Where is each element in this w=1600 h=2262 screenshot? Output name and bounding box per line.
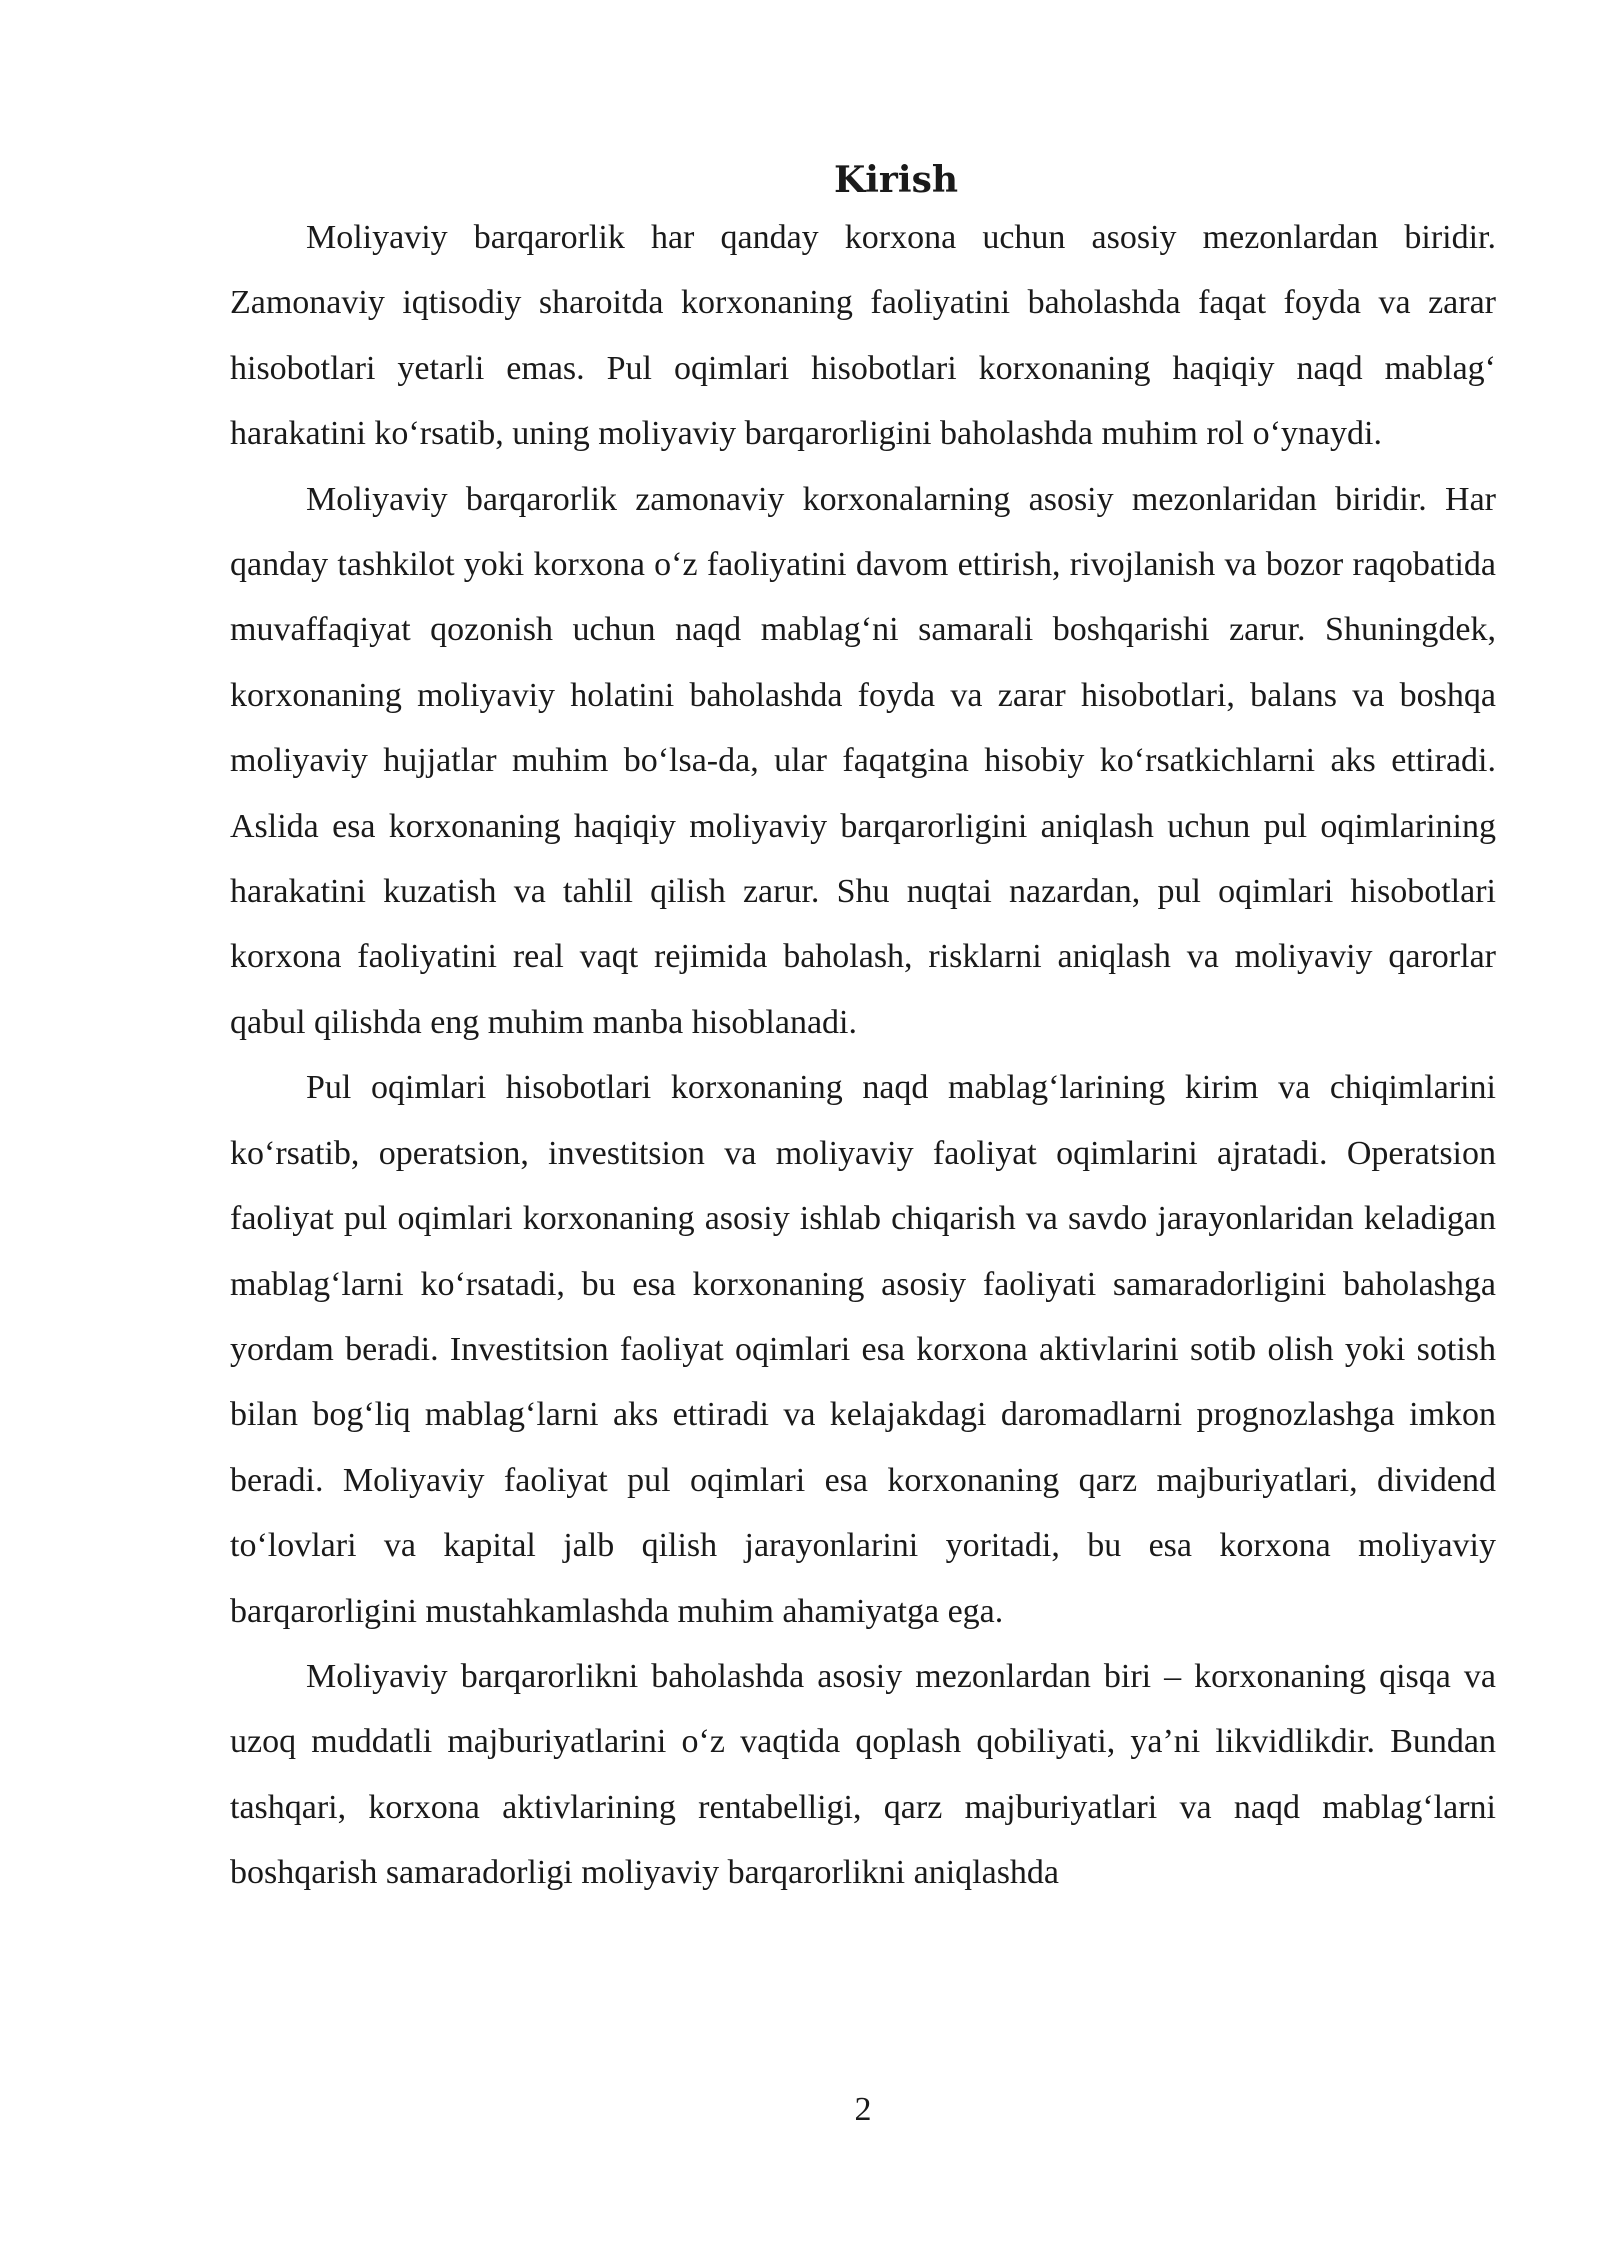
section-heading: Kirish xyxy=(833,159,959,201)
paragraph-4: Moliyaviy barqarorlikni baholashda asosiy mezonlardan biri – korxonaning qisqa va uzoq muddatli majburiyatlarini o‘z vaqtida qoplash qobiliyati, ya’ni likvidlikdir. Bundan tashqari, korxona aktivlarining rentabelligi, qarz majburiyatlari va naqd mablag‘larni boshqarish samaradorligi moliyaviy barqarorlikni aniqlashda xyxy=(230,1657,1496,1892)
page-number: 2 xyxy=(854,2091,872,2128)
body-text xyxy=(230,205,1496,1906)
paragraph-2: Moliyaviy barqarorlik zamonaviy korxonalarning asosiy mezonlaridan biridir. Har qanday tashkilot yoki korxona o‘z faoliyatini davom ettirish, rivojlanish va bozor raqobatida muvaffaqiyat qozonish uchun naqd mablag‘ni samarali boshqarishi zarur. Shuningdek, korxonaning moliyaviy holatini baholashda foyda va zarar hisobotlari, balans va boshqa moliyaviy hujjatlar muhim bo‘lsa-da, ular faqatgina hisobiy ko‘rsatkichlarni aks ettiradi. Aslida esa korxonaning haqiqiy moliyaviy barqarorligini aniqlash uchun pul oqimlarining harakatini kuzatish va tahlil qilish zarur. Shu nuqtai nazardan, pul oqimlari hisobotlari korxona faoliyatini real vaqt rejimida baholash, risklarni aniqlash va moliyaviy qarorlar qabul qilishda eng muhim manba hisoblanadi. xyxy=(230,480,1496,1041)
paragraph-3: Pul oqimlari hisobotlari korxonaning naqd mablag‘larining kirim va chiqimlarini ko‘rsatib, operatsion, investitsion va moliyaviy faoliyat oqimlarini ajratadi. Operatsion faoliyat pul oqimlari korxonaning asosiy ishlab chiqarish va savdo jarayonlaridan keladigan mablag‘larni ko‘rsatadi, bu esa korxonaning asosiy faoliyati samaradorligini baholashga yordam beradi. Investitsion faoliyat oqimlari esa korxona aktivlarini sotib olish yoki sotish bilan bog‘liq mablag‘larni aks ettiradi va kelajakdagi daromadlarni prognozlashga imkon beradi. Moliyaviy faoliyat pul oqimlari esa korxonaning qarz majburiyatlari, dividend to‘lovlari va kapital jalb qilish jarayonlarini yoritadi, bu esa korxona moliyaviy barqarorligini mustahkamlashda muhim ahamiyatga ega. xyxy=(230,1069,1496,1630)
paragraph-1: Moliyaviy barqarorlik har qanday korxona uchun asosiy mezonlardan biridir. Zamonaviy iqtisodiy sharoitda korxonaning faoliyatini baholashda faqat foyda va zarar hisobotlari yetarli emas. Pul oqimlari hisobotlari korxonaning haqiqiy naqd mablag‘ harakatini ko‘rsatib, uning moliyaviy barqarorligini baholashda muhim rol o‘ynaydi. xyxy=(230,219,1496,453)
